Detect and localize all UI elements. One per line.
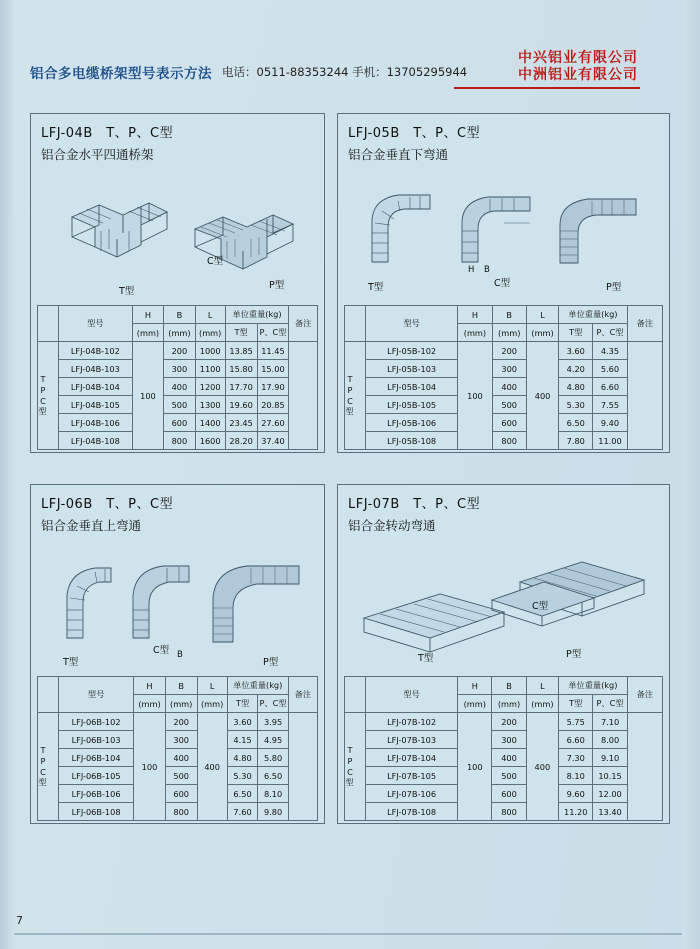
table-cell: 12.00	[593, 785, 627, 803]
table-cell: 200	[492, 713, 526, 731]
table-header-row	[38, 306, 318, 324]
table-cell: 7.60	[227, 803, 258, 821]
table-cell: LFJ-05B-108	[366, 432, 458, 450]
page-number: 7	[16, 914, 23, 927]
table-cell: LFJ-07B-108	[366, 803, 458, 821]
table-header-row	[345, 306, 663, 324]
brand-underline	[454, 87, 640, 89]
panel-header	[338, 114, 669, 167]
panel-header	[31, 114, 324, 167]
th-remark: 备注	[627, 306, 662, 342]
brand-line-1: 中兴铝业有限公司	[518, 50, 638, 66]
panel-name: 铝合金水平四通桥架	[41, 147, 154, 162]
table-cell	[288, 713, 317, 821]
table-row	[345, 785, 663, 803]
th-l-mm: (mm)	[526, 324, 558, 342]
th-unit-weight: 单位重量(kg)	[559, 306, 627, 324]
table-body	[345, 713, 663, 821]
figure-label-c: C型	[207, 256, 224, 267]
spec-panel-lfj-05b	[337, 113, 670, 453]
table-cell: 200	[492, 342, 526, 360]
table-cell: 400	[492, 749, 526, 767]
spec-table-lfj-04b	[37, 305, 318, 450]
table-cell: 6.50	[227, 785, 258, 803]
spec-table-lfj-06b	[37, 676, 318, 821]
table-cell: 4.20	[559, 360, 593, 378]
table-cell: 800	[492, 803, 526, 821]
table-cell: 4.35	[593, 342, 627, 360]
th-unit-weight: 单位重量(kg)	[559, 677, 628, 695]
th-h: H	[134, 677, 166, 695]
th-b-mm: (mm)	[492, 695, 526, 713]
table-cell: 19.60	[225, 396, 257, 414]
page-header	[0, 44, 700, 92]
table-cell: 3.95	[258, 713, 289, 731]
side-label: TPC型	[345, 713, 366, 821]
table-cell: 500	[492, 396, 526, 414]
spec-panel-lfj-04b	[30, 113, 325, 453]
panel-name: 铝合金转动弯通	[348, 518, 436, 533]
rotating-bend-drawing	[344, 538, 665, 670]
th-unit-weight: 单位重量(kg)	[227, 677, 288, 695]
table-cell: 600	[164, 414, 195, 432]
figure-label-p: P型	[606, 282, 622, 293]
table-row	[345, 749, 663, 767]
table-cell: 7.55	[593, 396, 627, 414]
table-cell: 400	[526, 342, 558, 450]
table-cell: 13.40	[593, 803, 627, 821]
table-row	[345, 731, 663, 749]
side-label: TPC型	[38, 342, 59, 450]
table-body	[345, 342, 663, 450]
table-cell: 17.70	[225, 378, 257, 396]
table-cell: LFJ-06B-105	[59, 767, 134, 785]
panel-header	[338, 485, 669, 538]
table-cell: 1300	[195, 396, 225, 414]
table-row	[345, 803, 663, 821]
table-row	[38, 731, 318, 749]
contact-info: 电话：0511-88353244 手机：13705295944	[222, 65, 468, 79]
table-cell: 300	[492, 731, 526, 749]
spec-table-lfj-05b	[344, 305, 663, 450]
th-model: 型号	[59, 677, 134, 713]
table-cell: LFJ-05B-106	[366, 414, 458, 432]
table-cell: 100	[458, 713, 492, 821]
table-cell: 8.10	[258, 785, 289, 803]
table-cell: 300	[492, 360, 526, 378]
th-weight-pc: P、C型	[593, 695, 627, 713]
th-weight-pc: P、C型	[257, 324, 289, 342]
table-cell: 100	[132, 342, 163, 450]
table-row	[38, 767, 318, 785]
company-brand	[518, 50, 638, 84]
table-cell: 600	[492, 785, 526, 803]
table-cell: 400	[165, 749, 197, 767]
spec-table-lfj-07b	[344, 676, 663, 821]
figure-dim-b: B	[484, 265, 490, 275]
panel-code: LFJ-07B T、P、C型	[348, 497, 481, 512]
th-h-mm: (mm)	[458, 324, 492, 342]
figure-lfj-07b	[344, 538, 663, 670]
figure-lfj-04b	[37, 167, 318, 299]
figure-label-p: P型	[566, 649, 582, 660]
table-cell: 17.90	[257, 378, 289, 396]
table-cell: 9.40	[593, 414, 627, 432]
panel-code: LFJ-04B T、P、C型	[41, 126, 174, 141]
table-cell: LFJ-04B-108	[59, 432, 133, 450]
th-l-mm: (mm)	[197, 695, 227, 713]
table-row	[38, 414, 318, 432]
table-cell: 300	[165, 731, 197, 749]
table-cell: 7.80	[559, 432, 593, 450]
table-cell: 7.10	[593, 713, 627, 731]
th-b: B	[492, 306, 526, 324]
th-b: B	[164, 306, 195, 324]
th-b: B	[165, 677, 197, 695]
table-cell: 15.80	[225, 360, 257, 378]
table-cell: 400	[197, 713, 227, 821]
table-cell: 15.00	[257, 360, 289, 378]
panel-header	[31, 485, 324, 538]
table-cell: 8.10	[559, 767, 593, 785]
table-cell	[627, 713, 662, 821]
table-cell: 11.00	[593, 432, 627, 450]
table-cell: 4.80	[559, 378, 593, 396]
th-b-mm: (mm)	[164, 324, 195, 342]
th-remark: 备注	[627, 677, 662, 713]
table-row	[38, 396, 318, 414]
table-cell: 5.75	[559, 713, 593, 731]
th-model: 型号	[59, 306, 133, 342]
figure-dim-h: H	[468, 265, 475, 275]
table-cell: 27.60	[257, 414, 289, 432]
table-cell: LFJ-04B-102	[59, 342, 133, 360]
figure-label-t: T型	[418, 653, 434, 664]
table-cell: LFJ-06B-102	[59, 713, 134, 731]
figure-label-p: P型	[263, 657, 279, 668]
table-row	[345, 767, 663, 785]
th-weight-t: T型	[559, 324, 593, 342]
th-h-mm: (mm)	[458, 695, 492, 713]
table-cell: 400	[164, 378, 195, 396]
table-cell: 37.40	[257, 432, 289, 450]
th-l: L	[195, 306, 225, 324]
table-cell: LFJ-04B-105	[59, 396, 133, 414]
table-cell: 600	[165, 785, 197, 803]
table-body	[38, 713, 318, 821]
panel-code: LFJ-05B T、P、C型	[348, 126, 481, 141]
table-cell: LFJ-05B-102	[366, 342, 458, 360]
figure-dim-b: B	[177, 650, 183, 660]
table-cell: 1000	[195, 342, 225, 360]
table-cell: 800	[165, 803, 197, 821]
th-l: L	[197, 677, 227, 695]
table-row	[345, 713, 663, 731]
table-cell: 6.50	[559, 414, 593, 432]
table-row	[345, 396, 663, 414]
table-body	[38, 342, 318, 450]
th-remark: 备注	[288, 677, 317, 713]
th-h: H	[458, 677, 492, 695]
table-row	[38, 342, 318, 360]
side-label: TPC型	[38, 713, 59, 821]
table-row	[345, 414, 663, 432]
table-cell: 5.30	[559, 396, 593, 414]
th-h: H	[132, 306, 163, 324]
table-row	[38, 432, 318, 450]
th-l-mm: (mm)	[526, 695, 558, 713]
panel-name: 铝合金垂直下弯通	[348, 147, 449, 162]
table-cell: LFJ-07B-104	[366, 749, 458, 767]
th-unit-weight: 单位重量(kg)	[225, 306, 289, 324]
figure-lfj-05b	[344, 167, 663, 299]
th-weight-t: T型	[225, 324, 257, 342]
table-header-row	[345, 677, 663, 695]
table-cell: 3.60	[227, 713, 258, 731]
table-row	[38, 713, 318, 731]
table-cell: 11.20	[559, 803, 593, 821]
table-cell: 3.60	[559, 342, 593, 360]
table-cell: 8.00	[593, 731, 627, 749]
table-cell: 200	[164, 342, 195, 360]
th-b-mm: (mm)	[165, 695, 197, 713]
table-cell: 100	[134, 713, 166, 821]
table-cell: 20.85	[257, 396, 289, 414]
table-cell: 400	[526, 713, 558, 821]
table-cell: 4.95	[258, 731, 289, 749]
panel-code: LFJ-06B T、P、C型	[41, 497, 174, 512]
th-model: 型号	[366, 677, 458, 713]
table-cell: LFJ-07B-105	[366, 767, 458, 785]
table-cell: 300	[164, 360, 195, 378]
table-cell: 7.30	[559, 749, 593, 767]
figure-label-t: T型	[368, 282, 384, 293]
table-cell: 9.60	[559, 785, 593, 803]
table-cell: 1400	[195, 414, 225, 432]
table-cell: 28.20	[225, 432, 257, 450]
table-cell: LFJ-07B-103	[366, 731, 458, 749]
table-cell: 5.80	[258, 749, 289, 767]
figure-label-t: T型	[63, 657, 79, 668]
table-cell: LFJ-07B-106	[366, 785, 458, 803]
table-cell: 1200	[195, 378, 225, 396]
table-cell: 13.85	[225, 342, 257, 360]
table-cell: 11.45	[257, 342, 289, 360]
footer-rule	[14, 933, 682, 935]
brand-line-2: 中洲铝业有限公司	[518, 67, 638, 83]
table-cell: 600	[492, 414, 526, 432]
table-cell: 500	[165, 767, 197, 785]
th-weight-t: T型	[227, 695, 258, 713]
panel-name: 铝合金垂直上弯通	[41, 518, 142, 533]
th-weight-pc: P、C型	[258, 695, 289, 713]
table-row	[345, 342, 663, 360]
th-h-mm: (mm)	[134, 695, 166, 713]
table-cell: LFJ-06B-103	[59, 731, 134, 749]
table-row	[38, 803, 318, 821]
table-cell: 1100	[195, 360, 225, 378]
th-h-mm: (mm)	[132, 324, 163, 342]
table-row	[38, 749, 318, 767]
table-cell: LFJ-04B-106	[59, 414, 133, 432]
table-row	[38, 378, 318, 396]
figure-lfj-06b	[37, 538, 318, 670]
table-cell: 1600	[195, 432, 225, 450]
table-cell: LFJ-04B-104	[59, 378, 133, 396]
table-cell: 23.45	[225, 414, 257, 432]
table-cell: 500	[492, 767, 526, 785]
table-cell: 200	[165, 713, 197, 731]
table-cell: 800	[164, 432, 195, 450]
figure-label-t: T型	[119, 286, 135, 297]
th-b-mm: (mm)	[492, 324, 526, 342]
table-cell: 500	[164, 396, 195, 414]
th-remark: 备注	[289, 306, 318, 342]
th-weight-pc: P、C型	[593, 324, 627, 342]
table-row	[38, 785, 318, 803]
table-cell: 4.80	[227, 749, 258, 767]
table-cell: 4.15	[227, 731, 258, 749]
table-cell: LFJ-06B-104	[59, 749, 134, 767]
table-header-row	[38, 677, 318, 695]
page-edge-right	[682, 0, 700, 949]
table-row	[345, 432, 663, 450]
table-cell: 6.50	[258, 767, 289, 785]
figure-label-c: C型	[494, 278, 511, 289]
table-cell: 5.30	[227, 767, 258, 785]
figure-label-c: C型	[153, 645, 170, 656]
th-l-mm: (mm)	[195, 324, 225, 342]
th-h: H	[458, 306, 492, 324]
table-cell: LFJ-07B-102	[366, 713, 458, 731]
spec-panel-lfj-06b	[30, 484, 325, 824]
table-cell: 10.15	[593, 767, 627, 785]
spec-panel-lfj-07b	[337, 484, 670, 824]
table-row	[345, 378, 663, 396]
page-title: 铝合多电缆桥架型号表示方法	[30, 66, 212, 82]
table-cell: LFJ-06B-106	[59, 785, 134, 803]
table-cell: LFJ-05B-105	[366, 396, 458, 414]
table-cell	[289, 342, 318, 450]
table-row	[38, 360, 318, 378]
table-cell: LFJ-04B-103	[59, 360, 133, 378]
figure-label-p: P型	[269, 280, 285, 291]
table-cell: 9.80	[258, 803, 289, 821]
table-cell: LFJ-05B-103	[366, 360, 458, 378]
table-row	[345, 360, 663, 378]
th-b: B	[492, 677, 526, 695]
th-l: L	[526, 677, 558, 695]
figure-label-c: C型	[532, 601, 549, 612]
table-cell: 100	[458, 342, 492, 450]
th-model: 型号	[366, 306, 458, 342]
table-cell: LFJ-06B-108	[59, 803, 134, 821]
table-cell	[627, 342, 662, 450]
page-edge-left	[0, 0, 14, 949]
table-cell: 400	[492, 378, 526, 396]
table-cell: LFJ-05B-104	[366, 378, 458, 396]
table-cell: 9.10	[593, 749, 627, 767]
table-cell: 5.60	[593, 360, 627, 378]
table-cell: 6.60	[559, 731, 593, 749]
table-cell: 800	[492, 432, 526, 450]
th-weight-t: T型	[559, 695, 593, 713]
table-cell: 6.60	[593, 378, 627, 396]
th-l: L	[526, 306, 558, 324]
side-label: TPC型	[345, 342, 366, 450]
